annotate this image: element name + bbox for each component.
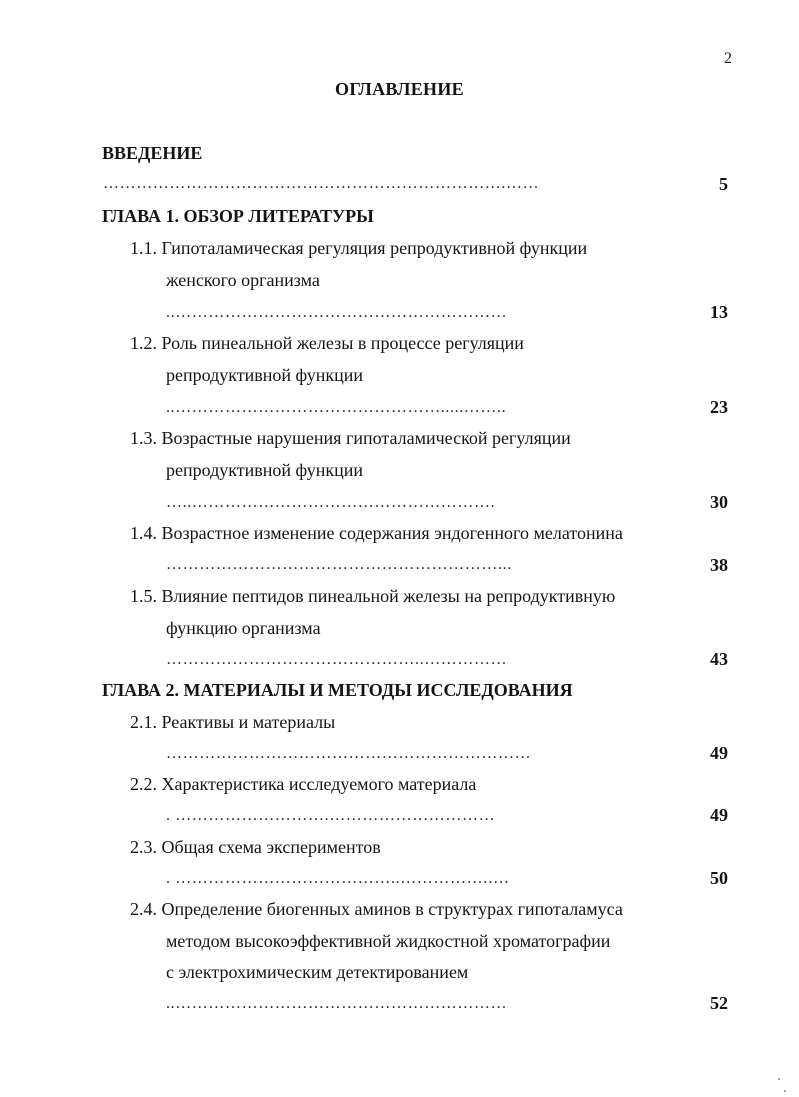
toc-entry-1-3-line2: репродуктивной функции (166, 460, 364, 480)
toc-page-1-1: 13 (710, 302, 728, 322)
toc-entry-2-4-line2: методом высокоэффективной жидкостной хроматографии (166, 931, 611, 951)
toc-page-1-4: 38 (710, 555, 728, 575)
toc-page-2-3: 50 (710, 868, 728, 888)
toc-leader-dots: …..………………………………………………. (166, 495, 496, 511)
toc-entry-1-2-line2: репродуктивной функции (166, 365, 364, 385)
scan-speck (778, 1078, 780, 1080)
toc-entry-1-2-line1: 1.2. Роль пинеальной железы в процессе регуляции (130, 333, 524, 353)
scan-speck (784, 1090, 786, 1092)
toc-leader-dots: . ……………………….………………………… (166, 808, 496, 824)
toc-page-1-5: 43 (710, 649, 728, 669)
toc-leader-dots: ……………………………………………………………….…… (103, 176, 540, 192)
toc-entry-1-5-line2: функцию организма (166, 618, 321, 638)
toc-entry-intro-title: ВВЕДЕНИЕ (102, 143, 203, 163)
toc-entry-1-4-line1: 1.4. Возрастное изменение содержания эндогенного мелатонина (130, 523, 623, 543)
toc-page-2-1: 49 (710, 743, 728, 763)
toc-page-2-2: 49 (710, 805, 728, 825)
toc-entry-2-2-line1: 2.2. Характеристика исследуемого материала (130, 774, 477, 794)
toc-page-1-3: 30 (710, 492, 728, 512)
page-title: ОГЛАВЛЕНИЕ (335, 79, 464, 99)
page-number: 2 (724, 50, 732, 67)
toc-page-2-4: 52 (710, 993, 728, 1013)
toc-entry-2-4-line1: 2.4. Определение биогенных аминов в структурах гипоталамуса (130, 899, 623, 919)
toc-entry-2-1-line1: 2.1. Реактивы и материалы (130, 712, 336, 732)
toc-leader-dots: ..………………………………………….....…….. (166, 400, 507, 416)
toc-entry-2-4-line3: с электрохимическим детектированием (166, 962, 469, 982)
toc-entry-1-1-line1: 1.1. Гипоталамическая регуляция репродуктивной функции (130, 238, 588, 258)
toc-leader-dots: ..…………………………………………………… (166, 305, 508, 321)
toc-entry-1-3-line1: 1.3. Возрастные нарушения гипоталамической регуляции (130, 428, 571, 448)
toc-leader-dots: . …………………………………..…………….…. (166, 871, 509, 887)
toc-chapter-1-title: ГЛАВА 1. ОБЗОР ЛИТЕРАТУРЫ (102, 206, 374, 226)
toc-entry-1-5-line1: 1.5. Влияние пептидов пинеальной железы на репродуктивную (130, 586, 616, 606)
toc-leader-dots: ………………………………………..…………… (166, 652, 508, 668)
toc-page-1-2: 23 (710, 397, 728, 417)
toc-entry-1-1-line2: женского организма (166, 270, 320, 290)
toc-entry-2-3-line1: 2.3. Общая схема экспериментов (130, 837, 381, 857)
toc-chapter-2-title: ГЛАВА 2. МАТЕРИАЛЫ И МЕТОДЫ ИССЛЕДОВАНИЯ (102, 680, 573, 700)
toc-leader-dots: ………………………………………………………… (166, 746, 532, 762)
toc-page-intro: 5 (719, 174, 728, 194)
toc-leader-dots: ..…………………………………………………… (166, 996, 508, 1012)
toc-leader-dots: ……………………………………………………... (166, 557, 512, 573)
